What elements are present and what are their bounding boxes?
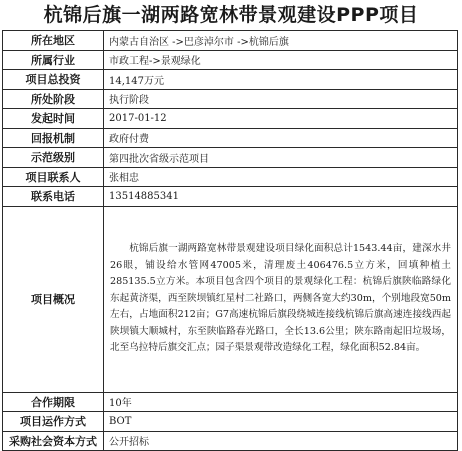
project-info-table bbox=[2, 30, 458, 451]
field-label-contact-person: 项目联系人 bbox=[3, 167, 104, 187]
field-value-contact-person: 张相忠 bbox=[104, 167, 458, 187]
field-value-cooperation-term: 10年 bbox=[104, 392, 458, 412]
table-row bbox=[3, 412, 458, 432]
field-label-stage: 所处阶段 bbox=[3, 89, 104, 109]
table-row bbox=[3, 431, 458, 451]
field-value-procurement-method: 公开招标 bbox=[104, 431, 458, 451]
field-label-cooperation-term: 合作期限 bbox=[3, 392, 104, 412]
field-label-demo-level: 示范级别 bbox=[3, 148, 104, 168]
table-row bbox=[3, 206, 458, 392]
field-value-operation-mode: BOT bbox=[104, 412, 458, 432]
field-label-phone: 联系电话 bbox=[3, 187, 104, 207]
field-label-operation-mode: 项目运作方式 bbox=[3, 412, 104, 432]
field-value-overview: 杭锦后旗一湖两路宽林带景观建设项目绿化面积总计1543.44亩，建深水井26眼，铺设给水管网47005米，清理废土406476.5立方米，回填种植土285135.5立方米。本项目包含四个项目的景观绿化工程：杭锦后旗陕临路绿化东起黄济渠，西至陕坝镇红星村二社路口，两侧各宽大约30m，个别地段宽50m左右，占地面积212亩；G7高速杭锦后旗段绕城连接线杭锦后旗高速连接线西起陕坝镇大顺城村，东至陕临路春光路口，全长13.6公里；陕东路南起旧垃圾场，北至乌拉特后旗交汇点；园子渠景观带改造绿化工程，绿化面积52.84亩。 bbox=[104, 206, 458, 392]
field-label-overview: 项目概况 bbox=[3, 206, 104, 392]
field-label-return-mechanism: 回报机制 bbox=[3, 128, 104, 148]
table-row bbox=[3, 50, 458, 70]
table-row bbox=[3, 187, 458, 207]
table-row bbox=[3, 109, 458, 129]
field-value-demo-level: 第四批次省级示范项目 bbox=[104, 148, 458, 168]
field-value-phone: 13514885341 bbox=[104, 187, 458, 207]
field-value-region: 内蒙古自治区 ->巴彦淖尔市 ->杭锦后旗 bbox=[104, 31, 458, 51]
table-row bbox=[3, 148, 458, 168]
document-title: 杭锦后旗一湖两路宽林带景观建设PPP项目 bbox=[43, 4, 419, 26]
table-row bbox=[3, 89, 458, 109]
table-row bbox=[3, 31, 458, 51]
table-row bbox=[3, 128, 458, 148]
field-label-start-date: 发起时间 bbox=[3, 109, 104, 129]
field-value-industry: 市政工程->景观绿化 bbox=[104, 50, 458, 70]
field-label-region: 所在地区 bbox=[3, 31, 104, 51]
field-label-procurement-method: 采购社会资本方式 bbox=[3, 431, 104, 451]
table-row bbox=[3, 392, 458, 412]
field-value-total-investment: 14,147万元 bbox=[104, 70, 458, 90]
field-label-total-investment: 项目总投资 bbox=[3, 70, 104, 90]
field-value-start-date: 2017-01-12 bbox=[104, 109, 458, 129]
field-label-industry: 所属行业 bbox=[3, 50, 104, 70]
field-value-return-mechanism: 政府付费 bbox=[104, 128, 458, 148]
table-row bbox=[3, 167, 458, 187]
table-row bbox=[3, 70, 458, 90]
field-value-stage: 执行阶段 bbox=[104, 89, 458, 109]
